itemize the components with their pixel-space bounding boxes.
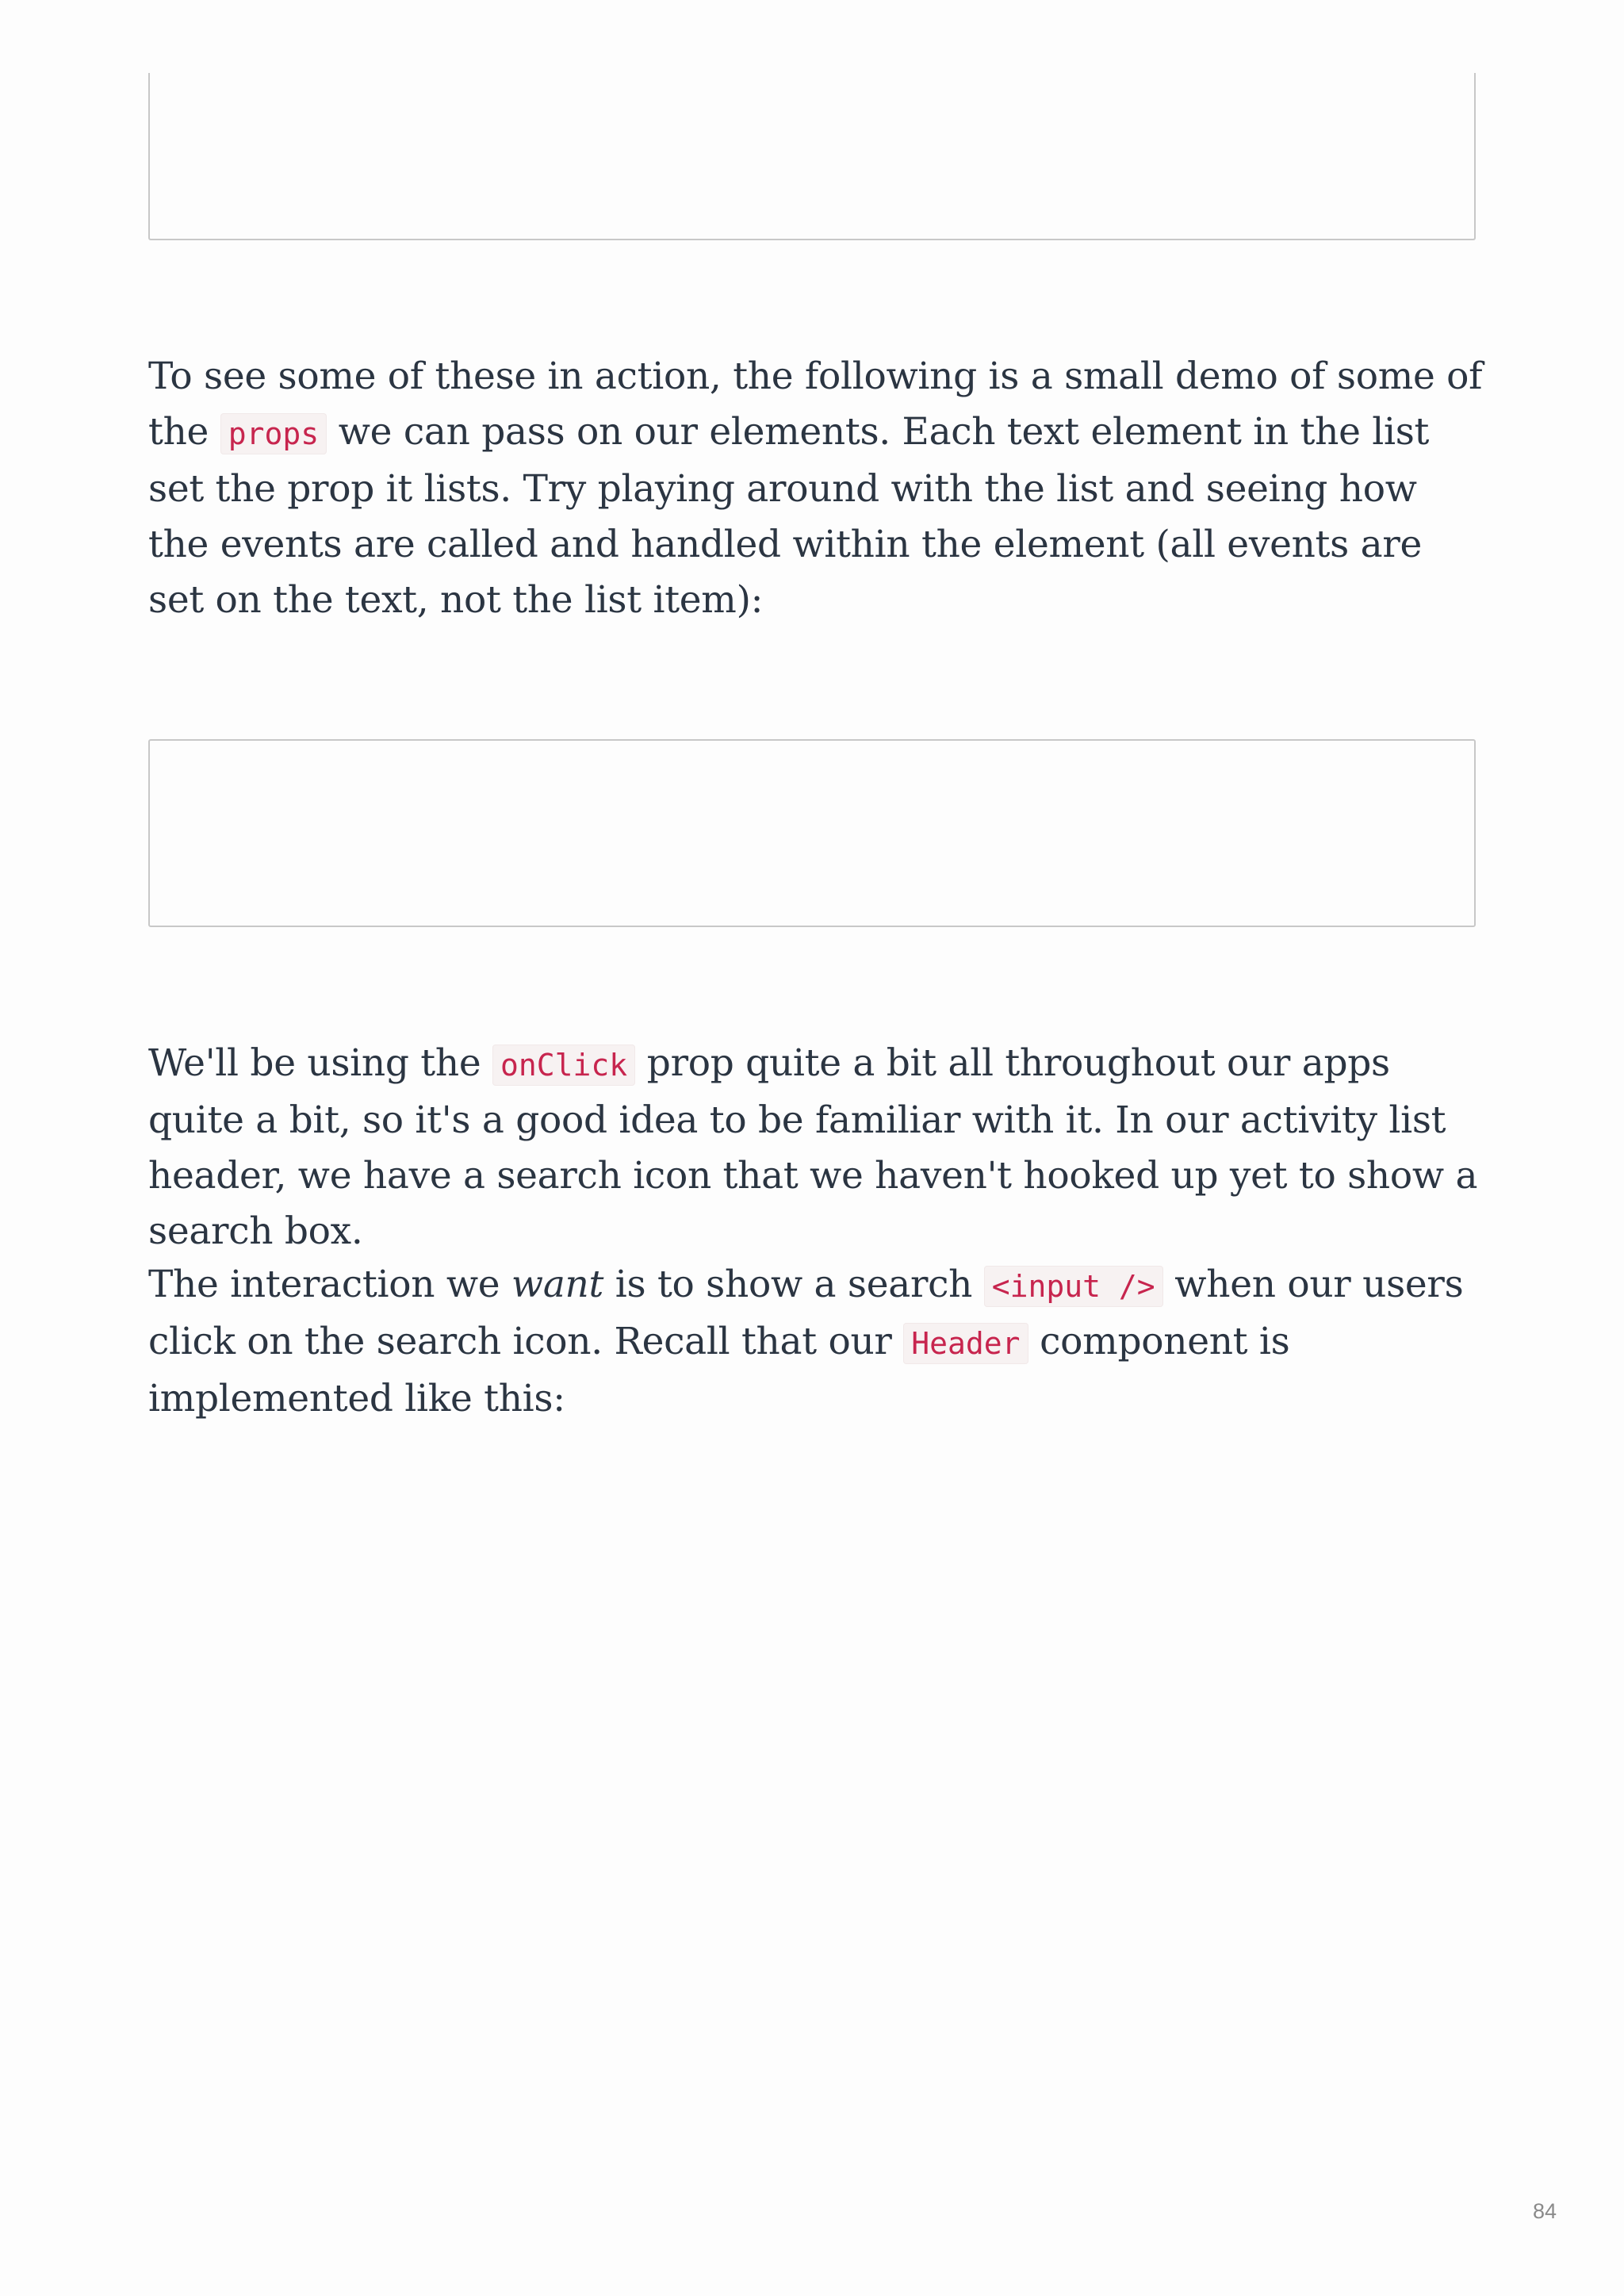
text: when our users click on the search icon. Recall that our [148,1263,1464,1363]
demo-embed-frame-top [148,73,1476,240]
paragraph-props-demo [148,349,1488,628]
inline-code-props: props [220,413,327,454]
emphasis-want: want [511,1263,604,1306]
text: we can pass on our elements. Each text element in the list set the prop it lists. Try playing around with the list and seeing how the events are called and handled within the element (all events are set on the text, not the list item): [148,410,1430,622]
inline-code-header: Header [903,1323,1028,1364]
page-number: 84 [1532,2199,1557,2223]
paragraph-onclick [148,1036,1488,1259]
text: We'll be using the [148,1041,492,1085]
text: component is implemented like this: [148,1320,1290,1420]
demo-embed-frame-props [148,739,1476,927]
text: To see some of these in action, the following is a small demo of some of the [148,355,1483,454]
text: prop quite a bit all throughout our apps quite a bit, so it's a good idea to be familiar with it. In our activity list header, we have a search icon that we haven't hooked up yet to show a search box. [148,1041,1478,1253]
text: is to show a search [603,1263,984,1306]
inline-code-input: <input /> [984,1266,1163,1307]
paragraph-search-interaction [148,1257,1488,1427]
inline-code-onclick: onClick [492,1045,635,1086]
text: The interaction we [148,1263,511,1306]
